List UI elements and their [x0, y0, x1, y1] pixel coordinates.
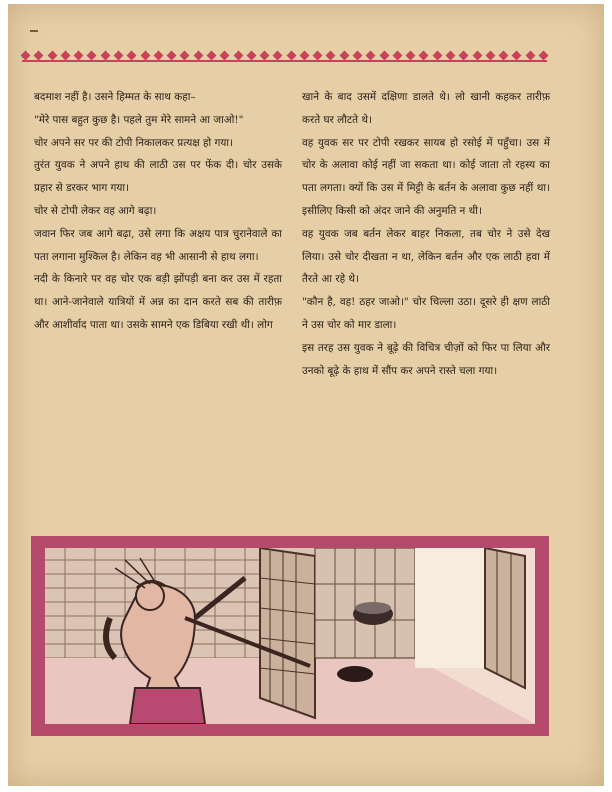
paragraph: चोर अपने सर पर की टोपी निकालकर प्रत्यक्ष हो गया। [34, 136, 234, 149]
decorative-border [22, 50, 547, 60]
paragraph: वह युवक सर पर टोपी रखकर सायब हो रसोई में पहुँचा। उस में चोर के अलावा कोई नहीं जा सकता था। कोई जाता तो रहस्य का पता लगता। क्यों कि उस में मिट्टी के बर्तन के अलावा कुछ नहीं था। इसीलिए किसी को अंदर जाने की अनुमति न थी। [302, 136, 550, 217]
illustration-panel [31, 536, 549, 736]
paragraph: "मेरे पास बहुत कुछ है। पहले तुम मेरे सामने आ जाओ!" [34, 113, 244, 126]
right-text-column [302, 86, 550, 382]
paragraph: तुरंत युवक ने अपने हाथ की लाठी उस पर फेंक दी। चोर उसके प्रहार से डरकर भाग गया। [34, 159, 282, 195]
paragraph: चोर से टोपी लेकर वह आगे बढ़ा। [34, 204, 157, 217]
story-illustration [45, 548, 535, 724]
paragraph: बदमाश नहीं है। उसने हिम्मत के साथ कहा– [34, 91, 196, 103]
paragraph: इस तरह उस युवक ने बूढ़े की विचित्र चीज़ों को फिर पा लिया और उनको बूढ़े के हाथ में सौंप कर अपने रास्ते चला गया। [302, 341, 550, 377]
left-text-column [34, 86, 282, 337]
paragraph: खाने के बाद उसमें दक्षिणा डालते थे। लो खानी कहकर तारीफ़ करते घर लौटते थे। [302, 91, 550, 126]
paragraph: नदी के किनारे पर वह चोर एक बड़ी झोंपड़ी बना कर उस में रहता था। आने-जानेवाले यात्रियों में अन्न का दान करते सब की तारीफ़ और आशीर्वाद पाता था। उसके सामने एक डिबिया रखी थी। लोग [34, 273, 282, 331]
page-mark [30, 30, 38, 32]
paragraph: वह युवक जब बर्तन लेकर बाहर निकला, तब चोर ने उसे देख लिया। उसे चोर दीखता न था, लेकिन बर्तन और एक लाठी हवा में तैरते आ रहे थे। [302, 227, 550, 286]
border-underline [22, 60, 547, 62]
paragraph: "कौन है, वह! ठहर जाओ।" चोर चिल्ला उठा। दूसरे ही क्षण लाठी ने उस चोर को मार डाला। [302, 296, 550, 331]
paragraph: जवान फिर जब आगे बढ़ा, उसे लगा कि अक्षय पात्र चुरानेवाले का पता लगाना मुश्किल है। लेकिन वह भी आसानी से हाथ लगा। [34, 227, 282, 263]
